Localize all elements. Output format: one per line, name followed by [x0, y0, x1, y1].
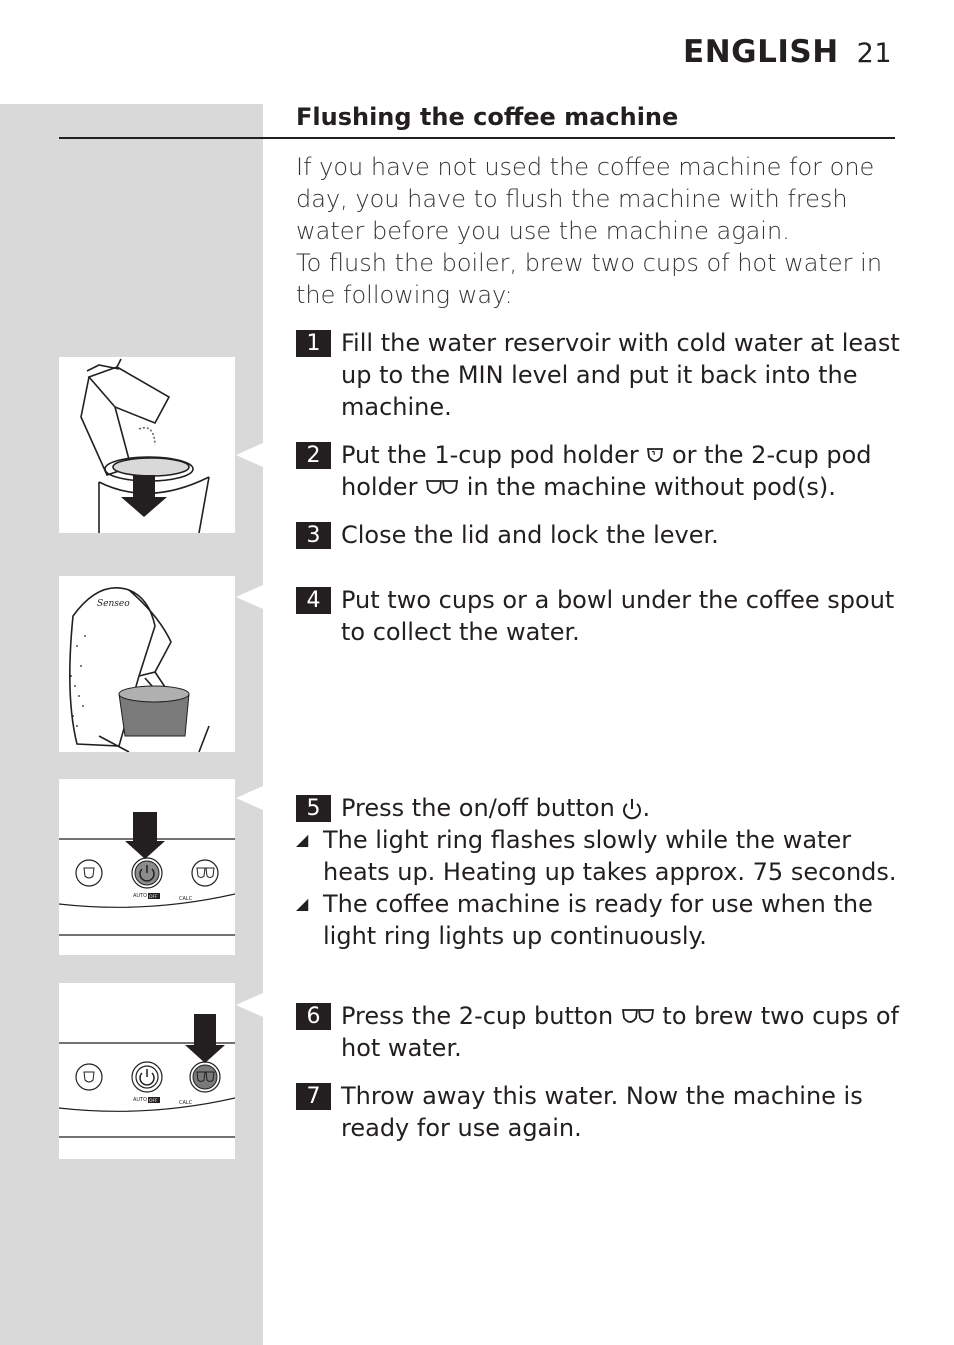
result-bullet-1	[296, 824, 901, 888]
step-text-part: Put the 1-cup pod holder	[341, 441, 647, 469]
step-4	[296, 584, 901, 648]
step-text-part: Press the 2-cup button	[341, 1002, 621, 1030]
step-2	[296, 439, 901, 503]
step-number: 5	[296, 795, 331, 822]
illustration-pointer	[236, 786, 263, 810]
panel-calc-label: CALC	[179, 896, 193, 902]
language-label: ENGLISH	[683, 34, 839, 70]
machine-with-bowl-icon	[59, 576, 235, 752]
page-number: 21	[856, 38, 892, 69]
step-text: Close the lid and lock the lever.	[341, 521, 719, 549]
illustration-pod-holder	[59, 357, 235, 533]
bullet-arrow-icon: ◢	[296, 830, 309, 849]
step-number: 4	[296, 587, 331, 614]
control-panel-icon	[59, 779, 235, 955]
step-3	[296, 519, 901, 551]
step-number: 6	[296, 1003, 331, 1030]
intro-text	[296, 151, 896, 311]
step-text	[341, 439, 901, 503]
intro-paragraph-1: If you have not used the coffee machine for one day, you have to flush the machine with fresh water before you use the machine again.	[296, 153, 875, 245]
step-text-part: .	[642, 794, 651, 822]
panel-calc-label: CALC	[179, 1100, 193, 1106]
machine-brand-label: Senseo	[97, 599, 130, 609]
panel-off-label: OFF	[149, 1099, 158, 1104]
bullet-text: The light ring flashes slowly while the water heats up. Heating up takes approx. 75 seconds.	[323, 826, 897, 886]
illustration-pointer	[236, 443, 263, 467]
step-7	[296, 1080, 901, 1144]
control-panel-2cup-icon	[59, 983, 235, 1159]
section-title: Flushing the coffee machine	[296, 103, 679, 131]
illustration-control-panel-2cup	[59, 983, 235, 1159]
step-number: 1	[296, 330, 331, 357]
step-text-part: to brew two cups of hot water.	[341, 1002, 900, 1062]
panel-auto-label: AUTO	[133, 893, 148, 899]
step-text: Put two cups or a bowl under the coffee spout to collect the water.	[341, 586, 895, 646]
step-text-part: in the machine without pod(s).	[459, 473, 836, 501]
power-icon	[622, 798, 642, 820]
illustration-pointer	[236, 585, 263, 609]
panel-off-label: OFF	[149, 895, 158, 900]
step-text-part: Press the on/off button	[341, 794, 623, 822]
illustration-pointer	[236, 993, 263, 1017]
page-header	[683, 34, 892, 70]
step-text	[341, 792, 901, 824]
title-rule	[59, 137, 895, 139]
step-number: 3	[296, 522, 331, 549]
two-cup-icon	[425, 478, 459, 498]
step-6	[296, 1000, 901, 1064]
step-5	[296, 792, 901, 824]
step-text: Throw away this water. Now the machine is ready for use again.	[341, 1082, 863, 1142]
result-bullet-2	[296, 888, 901, 952]
two-cup-icon	[621, 1007, 655, 1027]
illustration-cup-under-spout	[59, 576, 235, 752]
bullet-text: The coffee machine is ready for use when the light ring lights up continuously.	[323, 890, 873, 950]
step-1	[296, 327, 901, 423]
bullet-arrow-icon: ◢	[296, 894, 309, 913]
illustration-control-panel-power	[59, 779, 235, 955]
step-text	[341, 1000, 901, 1064]
machine-open-lid-icon	[59, 357, 235, 533]
step-text-part: or the 2-cup pod holder	[341, 441, 872, 501]
step-number: 2	[296, 442, 331, 469]
intro-paragraph-2: To flush the boiler, brew two cups of hot water in the following way:	[296, 249, 883, 309]
panel-auto-label: AUTO	[133, 1097, 148, 1103]
one-cup-icon	[646, 446, 664, 466]
step-number: 7	[296, 1083, 331, 1110]
step-text: Fill the water reservoir with cold water at least up to the MIN level and put it back into the machine.	[341, 329, 900, 421]
